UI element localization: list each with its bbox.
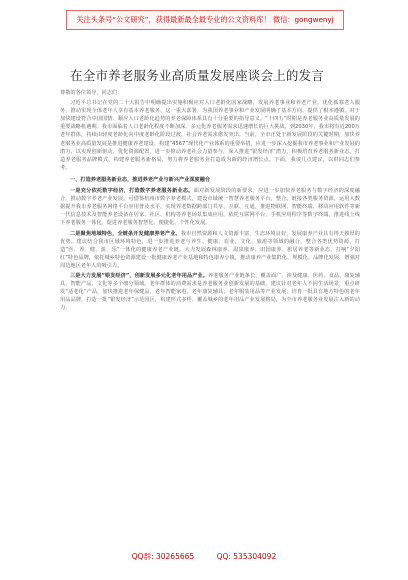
qq-text: QQ: 535304092	[216, 552, 277, 561]
section-item	[60, 187, 360, 227]
section-item	[60, 230, 360, 270]
item-lead: 一是充分依托数字经济，打造数字养老服务新业态。	[70, 188, 194, 195]
item-text: 我市自然资源和人文资源丰富，生态环境良好，发展康养产业具有得天独厚的优势。建议结合我市区域环境特色，进一步推进养老与养生、健康、农业、文化、旅游等领域的融合，整合各类优势资源，打造“医、养、健、游、乐”一体化的健康养老产业链。大力发展森林康养、温泉康养、田园康养、旅居养老等新业态，打响“夕阳红”特色品牌，依托城乡特色资源建设一批健康养老产业基地和特色康养小镇，推动康养产业集群化、规模化、品牌化发展，增强对周边地区老年人的吸引力。	[60, 230, 360, 269]
item-text: 养老服务产业链条长、覆盖面广，涉及健康、医药、食品、康复辅具、智能产品、文化等多个细分领域。老年群体的消费需求是养老服务业创新发展的基础，建议针对老年人不同生活场景，重点研发“适老化”产品，加快推进老年保健品、老年智能家电、老年康复辅具、老年服装用品等产业发展，培育一批具有地方特色的老年用品品牌，打造一批“银发经济”示范园区，构建形式多样、覆盖城乡的老年用品产业发展格局，为全市养老服务业发展注入新的动力。	[60, 272, 360, 312]
section-item	[60, 272, 360, 312]
qq-group-text: QQ群: 30265665	[131, 552, 195, 561]
document-title: 在全市养老服务业高质量发展座谈会上的发言	[70, 68, 325, 83]
item-lead: 二是聚焦地域特色，全链条开发健康养老产业。	[70, 230, 181, 237]
intro-paragraph: 习近平总书记在党的二十大报告中明确提出实施积极应对人口老龄化国家战略，发展养老事业和养老产业，优化孤寡老人服务，推动实现全体老年人享有基本养老服务。这一重大部署，为我国养老事业和产业发展明确了基本方向，提供了根本遵循。对于加快建设符合中国国情、顺应人口老龄化趋势的养老保障体系具有十分重要的指导意义。“十四五”时期是养老服务业高质量发展的重要战略机遇期。我市面临着人口老龄化程度不断加深、多元化养老服务需求迅速增长的巨大挑战，到2030年，我市将有近200万老年群体，持续由轻度老龄化向中度老龄化阶段过渡，社会养老需求愈发突出。当前，全市正处于新发展阶段的关键时期，加快养老服务业高质量发展是推进健康养老建设、构建“4567”现代化产业体系的重要举措，应进一步深入挖掘我市养老事业和产业发展的潜力，以实现创新驱动、优化资源配置，进一步推动养老社会力量参与，深入推进“银发经济”潜力，积极培育养老服务新业态，打造养老服务品牌模式，构建养老服务新格局，努力将养老服务业打造成为新的经济增长点。下面，我谈几点建议，以供同志们参考。	[60, 100, 360, 171]
section-heading: 一、打造养老服务新业态，推进养老产业与新兴产业深度融合	[70, 176, 211, 183]
promo-banner: 关注头条号“公文研究”，获得最新最全最专业的公文资料库！ 微信：gongwenyj	[66, 10, 344, 30]
salutation: 尊敬的各位领导，同志们：	[60, 90, 123, 96]
footer-contact	[0, 551, 408, 562]
item-lead: 三是大力发展“银发经济”，创新发展多元化老年用品产业。	[70, 272, 208, 279]
document-body	[60, 89, 360, 534]
item-text: 面对新发展阶段的新要求，应进一步加快养老服务与数字经济的深度融合，推动数字养老产业发展。可借鉴杭州市数字养老模式，建设市域统一智慧养老服务平台，整合、链接各类服务资源，运用大数据提升我市养老服务网络平台应用普及水平，实现养老数据跨部门共享、互联、互通，推进物联网、智能终端、移动应用软件等新一代信息技术及智能养老设备在居家、社区、机构等养老场景集成应用。依托互联网平台、手机应用程序等数字终端，推进线上线下养老服务一体化，促进养老服务智慧化、便捷化、个性化发展。	[60, 188, 360, 227]
